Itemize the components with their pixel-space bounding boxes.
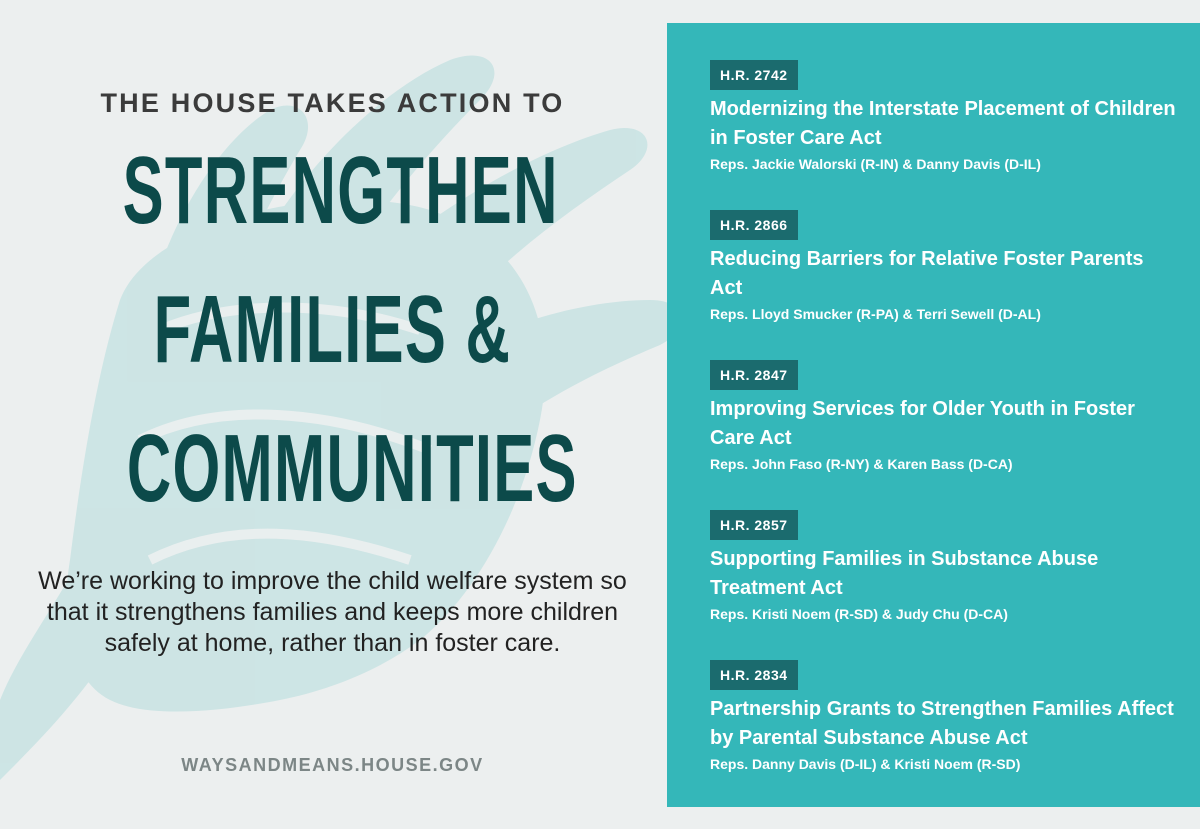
bill-item: [710, 210, 1180, 323]
bill-item: [710, 510, 1180, 623]
bill-sponsors: Reps. Jackie Walorski (R-IN) & Danny Davis (D-IL): [710, 156, 1041, 172]
bill-title: Reducing Barriers for Relative Foster Parents Act: [710, 248, 1144, 299]
body-paragraph: We’re working to improve the child welfare system so that it strengthens families and keeps more children safely at home, rather than in foster care.: [38, 567, 627, 657]
headline-word-communities: COMMUNITIES: [126, 415, 578, 522]
bill-number-badge: H.R. 2742: [710, 60, 798, 90]
bill-sponsors: Reps. Danny Davis (D-IL) & Kristi Noem (R-SD): [710, 756, 1021, 772]
bill-item: [710, 360, 1180, 473]
bill-item: [710, 60, 1180, 173]
bill-number-badge: H.R. 2847: [710, 360, 798, 390]
bill-number-badge: H.R. 2866: [710, 210, 798, 240]
headline-line-2: [0, 276, 665, 383]
bill-title: Partnership Grants to Strengthen Families Affect by Parental Substance Abuse Act: [710, 698, 1174, 749]
headline-line-3: [0, 415, 665, 522]
bill-sponsors: Reps. John Faso (R-NY) & Karen Bass (D-CA): [710, 456, 1013, 472]
headline-word-strengthen: STRENGTHEN: [122, 137, 559, 244]
bill-title: Supporting Families in Substance Abuse Treatment Act: [710, 548, 1099, 599]
headline-word-families: FAMILIES &: [153, 276, 512, 383]
bill-number-badge: H.R. 2857: [710, 510, 798, 540]
bill-title: Improving Services for Older Youth in Foster Care Act: [710, 398, 1135, 449]
headline-line-1: [0, 137, 665, 244]
bills-panel: [667, 23, 1200, 807]
bill-sponsors: Reps. Lloyd Smucker (R-PA) & Terri Sewell (D-AL): [710, 306, 1041, 322]
bill-sponsors: Reps. Kristi Noem (R-SD) & Judy Chu (D-CA): [710, 606, 1008, 622]
website-url[interactable]: WAYSANDMEANS.HOUSE.GOV: [181, 755, 484, 775]
bill-title: Modernizing the Interstate Placement of Children in Foster Care Act: [710, 98, 1176, 149]
kicker-text: THE HOUSE TAKES ACTION TO: [100, 88, 565, 118]
bill-item: [710, 660, 1180, 773]
bill-number-badge: H.R. 2834: [710, 660, 798, 690]
